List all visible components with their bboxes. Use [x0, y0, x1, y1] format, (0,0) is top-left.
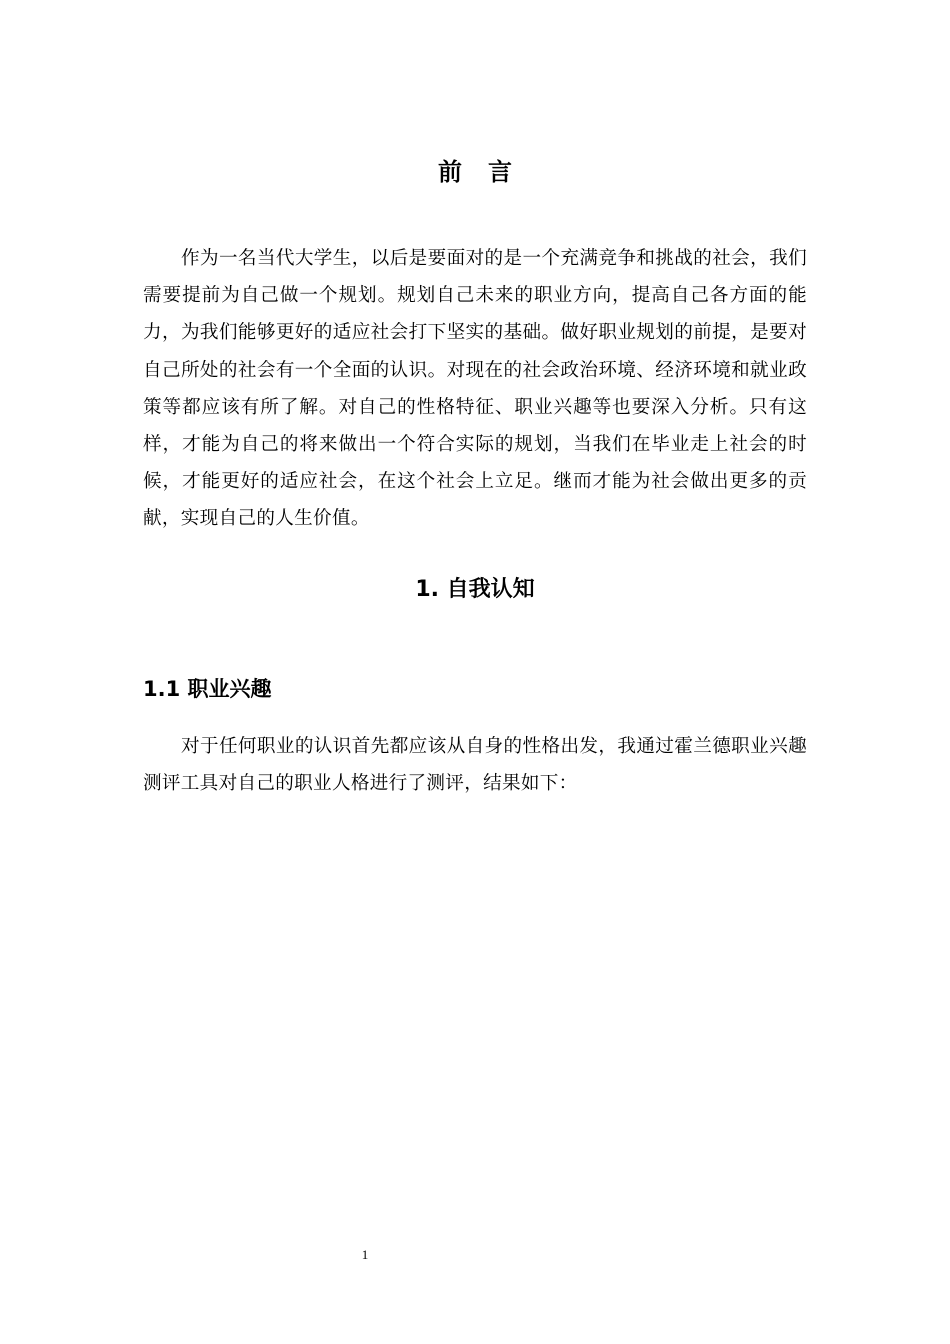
preface-title: 前言: [438, 157, 538, 186]
subsection-heading: 1.1 职业兴趣: [143, 677, 272, 701]
page-number: 1: [361, 1247, 369, 1262]
section-heading: 1. 自我认知: [415, 577, 535, 602]
subsection-paragraph: 对于任何职业的认识首先都应该从自身的性格出发，我通过霍兰德职业兴趣测评工具对自己的职业人格进行了测评，结果如下：: [143, 736, 807, 795]
preface-paragraph: 作为一名当代大学生，以后是要面对的是一个充满竞争和挑战的社会，我们需要提前为自己做一个规划。规划自己未来的职业方向，提高自己各方面的能力，为我们能够更好的适应社会打下坚实的基础。做好职业规划的前提，是要对自己所处的社会有一个全面的认识。对现在的社会政治环境、经济环境和就业政策等都应该有所了解。对自己的性格特征、职业兴趣等也要深入分析。只有这样，才能为自己的将来做出一个符合实际的规划，当我们在毕业走上社会的时候，才能更好的适应社会，在这个社会上立足。继而才能为社会做出更多的贡献，实现自己的人生价值。: [143, 248, 807, 530]
